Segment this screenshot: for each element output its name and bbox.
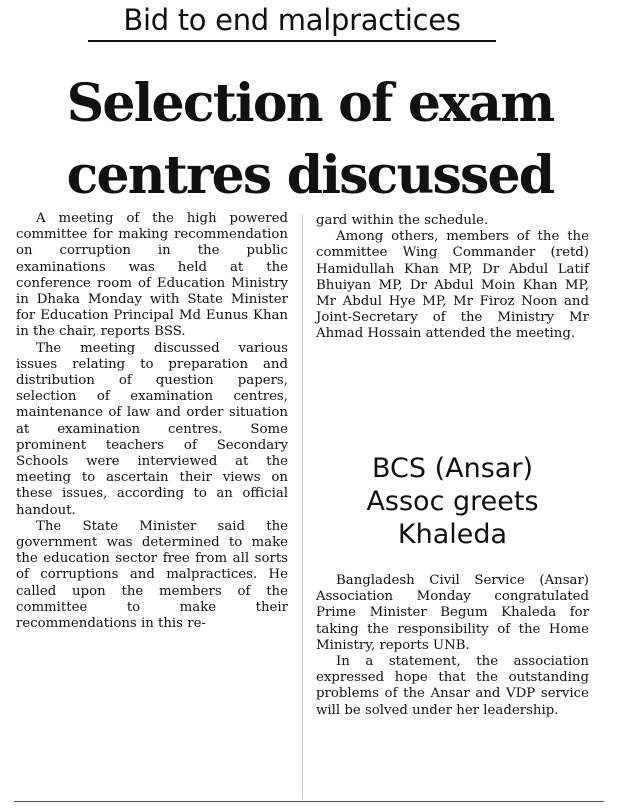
kicker: Bid to end malpractices: [123, 3, 461, 37]
left-column: [16, 211, 288, 803]
headline: Selection of exam centres discussed: [66, 73, 554, 206]
right-column-top: [316, 213, 589, 343]
paragraph-3: The State Minister said the government was determined to make the education sector free from all sorts of corruptions and malpractices. He called upon the members of the committee to make their recommendations in this re-: [16, 518, 288, 632]
paragraph-2: The meeting discussed various issues relating to preparation and distribution of question papers, selection of examination centres, maintenance of law and order situation at examination centres. Some prominent teachers of Secondary Schools were interviewed at the meeting to ascertain their views on these issues, according to an official handout.: [16, 340, 288, 518]
paragraph-4: Among others, members of the the committee Wing Commander (retd) Hamidullah Khan MP, Dr Abdul Latif Bhuiyan MP, Dr Abdul Moin Khan MP, Mr Abdul Hye MP, Mr Firoz Noon and Joint-Secretary of the Ministry Mr Ahmad Hossain attended the meeting.: [316, 229, 589, 342]
continuation-text: gard within the schedule.: [316, 213, 489, 228]
kicker-underline: [88, 40, 496, 42]
kicker-block: [88, 2, 496, 42]
right-column-bottom: [316, 573, 589, 719]
second-headline: BCS (Ansar) Assoc greets Khaleda: [366, 453, 539, 550]
bottom-border: [14, 801, 604, 802]
paragraph-6: In a statement, the association expressed hope that the outstanding problems of the Ansar and VDP service will be solved under her leadership.: [316, 654, 589, 718]
column-divider: [302, 214, 303, 799]
paragraph-1: A meeting of the high powered committee for making recommendation on corruption in the public examinations was held at the conference room of Education Ministry in Dhaka Monday with State Minister for Education Principal Md Eunus Khan in the chair, reports BSS.: [16, 211, 288, 340]
paragraph-5: Bangladesh Civil Service (Ansar) Association Monday congratulated Prime Minister Begum Khaleda for taking the responsibility of the Home Ministry, reports UNB.: [316, 573, 589, 653]
